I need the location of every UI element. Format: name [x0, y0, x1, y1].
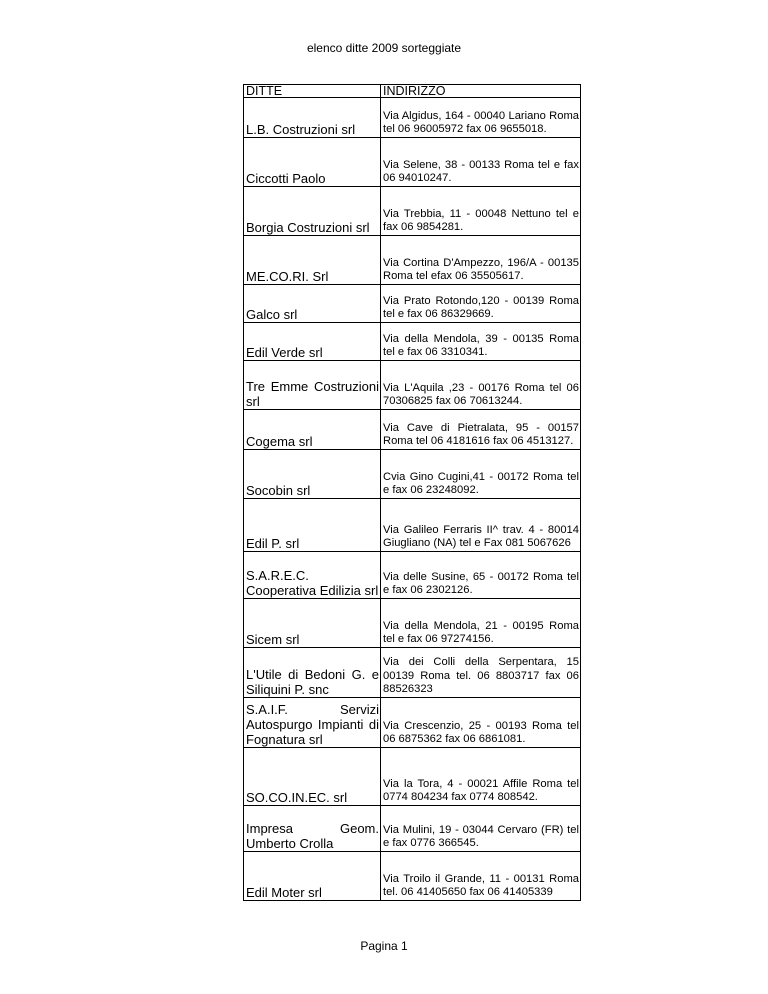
- company-name: L.B. Costruzioni srl: [244, 98, 381, 138]
- company-address: Via Cortina D'Ampezzo, 196/A - 00135 Roma tel efax 06 35505617.: [381, 236, 581, 285]
- company-name: Socobin srl: [244, 450, 381, 499]
- company-address: Via della Mendola, 21 - 00195 Roma tel e fax 06 97274156.: [381, 599, 581, 648]
- company-name: Borgia Costruzioni srl: [244, 187, 381, 236]
- column-header-indirizzo: INDIRIZZO: [381, 85, 581, 98]
- company-name: ME.CO.RI. Srl: [244, 236, 381, 285]
- table-row: [244, 236, 581, 285]
- column-header-ditte: DITTE: [244, 85, 381, 98]
- company-name: Ciccotti Paolo: [244, 138, 381, 187]
- table-row: [244, 98, 581, 138]
- company-address: Via Troilo il Grande, 11 - 00131 Roma tel. 06 41405650 fax 06 41405339: [381, 852, 581, 901]
- table-row: [244, 323, 581, 361]
- table-row: [244, 285, 581, 323]
- company-name: S.A.R.E.C. Cooperativa Edilizia srl: [244, 552, 381, 599]
- company-address: Via Crescenzio, 25 - 00193 Roma tel 06 6875362 fax 06 6861081.: [381, 698, 581, 748]
- company-address: Via della Mendola, 39 - 00135 Roma tel e fax 06 3310341.: [381, 323, 581, 361]
- company-table: [243, 84, 581, 901]
- company-address: Via Cave di Pietralata, 95 - 00157 Roma tel 06 4181616 fax 06 4513127.: [381, 410, 581, 450]
- table-row: [244, 748, 581, 806]
- company-name: Cogema srl: [244, 410, 381, 450]
- table-row: [244, 361, 581, 410]
- table-row: [244, 648, 581, 698]
- company-name: SO.CO.IN.EC. srl: [244, 748, 381, 806]
- company-name: Tre Emme Costruzioni srl: [244, 361, 381, 410]
- company-name: L'Utile di Bedoni G. e Siliquini P. snc: [244, 648, 381, 698]
- company-address: Via L'Aquila ,23 - 00176 Roma tel 06 70306825 fax 06 70613244.: [381, 361, 581, 410]
- table-row: [244, 806, 581, 852]
- page-number: Pagina 1: [360, 939, 408, 953]
- table-row: [244, 410, 581, 450]
- company-name: Edil P. srl: [244, 499, 381, 552]
- company-address: Via Prato Rotondo,120 - 00139 Roma tel e fax 06 86329669.: [381, 285, 581, 323]
- company-address: Via Galileo Ferraris II^ trav. 4 - 80014 Giugliano (NA) tel e Fax 081 5067626: [381, 499, 581, 552]
- company-name: Edil Verde srl: [244, 323, 381, 361]
- company-name: S.A.I.F. Servizi Autospurgo Impianti di Fognatura srl: [244, 698, 381, 748]
- table-row: [244, 499, 581, 552]
- company-address: Via Mulini, 19 - 03044 Cervaro (FR) tel e fax 0776 366545.: [381, 806, 581, 852]
- company-address: Via Selene, 38 - 00133 Roma tel e fax 06 94010247.: [381, 138, 581, 187]
- table-row: [244, 552, 581, 599]
- company-address: Via Trebbia, 11 - 00048 Nettuno tel e fax 06 9854281.: [381, 187, 581, 236]
- table-row: [244, 599, 581, 648]
- table-row: [244, 698, 581, 748]
- company-address: Cvia Gino Cugini,41 - 00172 Roma tel e fax 06 23248092.: [381, 450, 581, 499]
- company-address: Via Algidus, 164 - 00040 Lariano Roma tel 06 96005972 fax 06 9655018.: [381, 98, 581, 138]
- company-name: Galco srl: [244, 285, 381, 323]
- company-name: Impresa Geom. Umberto Crolla: [244, 806, 381, 852]
- company-name: Sicem srl: [244, 599, 381, 648]
- company-address: Via dei Colli della Serpentara, 15 00139 Roma tel. 06 8803717 fax 06 88526323: [381, 648, 581, 698]
- table-row: [244, 138, 581, 187]
- company-name: Edil Moter srl: [244, 852, 381, 901]
- company-address: Via delle Susine, 65 - 00172 Roma tel e fax 06 2302126.: [381, 552, 581, 599]
- page-title: elenco ditte 2009 sorteggiate: [306, 41, 462, 55]
- company-address: Via la Tora, 4 - 00021 Affile Roma tel 0774 804234 fax 0774 808542.: [381, 748, 581, 806]
- table-row: [244, 450, 581, 499]
- table-row: [244, 852, 581, 901]
- table-header-row: [244, 85, 581, 98]
- table-row: [244, 187, 581, 236]
